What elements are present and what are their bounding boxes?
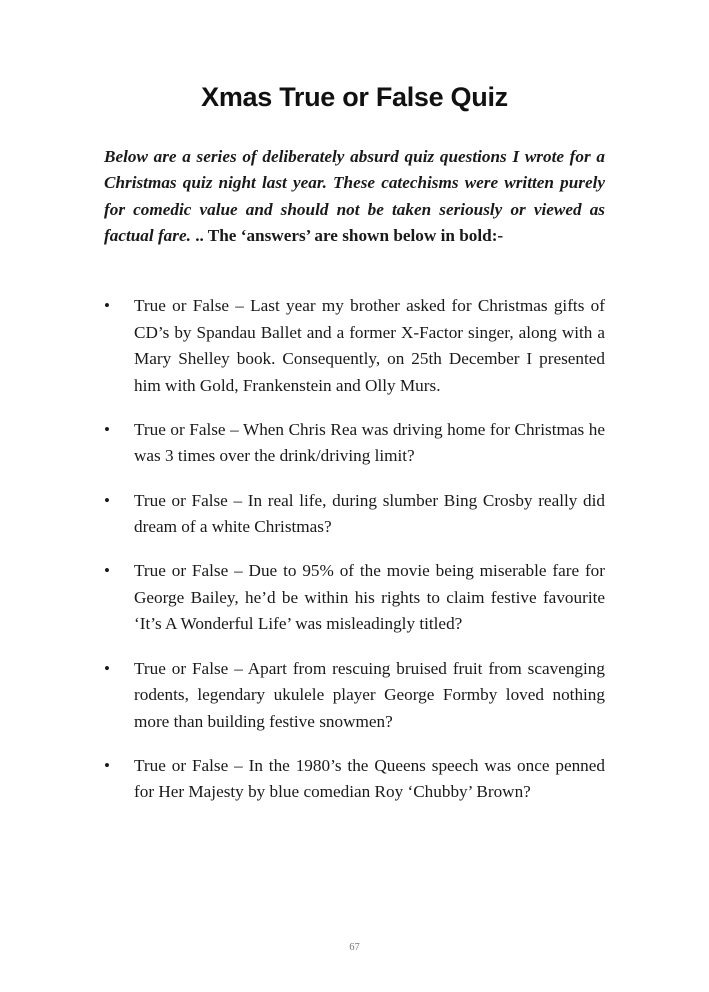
- bullet-icon: •: [104, 296, 110, 315]
- bullet-icon: •: [104, 419, 110, 439]
- intro-italic-text: Below are a series of deliberately absurd quiz questions I wrote for a Christmas quiz night last year. These catechisms were written purely for comedic value and should not be taken seriously or viewed as factual fare.: [104, 147, 605, 245]
- question-text: True or False – When Chris Rea was driving home for Christmas he was 3 times over the drink/driving limit?: [134, 419, 605, 466]
- page-title: Xmas True or False Quiz: [201, 82, 508, 112]
- question-list: [104, 293, 605, 824]
- question-text: True or False – In real life, during slumber Bing Crosby really did dream of a white Christmas?: [134, 490, 605, 537]
- page-number: 67: [349, 942, 360, 953]
- question-item: [104, 417, 605, 470]
- question-item: [104, 753, 605, 806]
- intro-paragraph: [104, 144, 605, 249]
- intro-plain-text: .. The ‘answers’ are shown below in bold:-: [190, 225, 504, 245]
- question-text: True or False – Last year my brother asked for Christmas gifts of CD’s by Spandau Ballet and a former X-Factor singer, along with a Mary Shelley book. Consequently, on 25th December I presented him with Gold, Frankenstein and Olly Murs.: [134, 296, 605, 395]
- question-item: [104, 656, 605, 736]
- bullet-icon: •: [104, 561, 110, 581]
- question-item: [104, 558, 605, 638]
- question-item: [104, 293, 605, 399]
- bullet-icon: •: [104, 658, 110, 678]
- bullet-icon: •: [104, 490, 110, 510]
- question-text: True or False – In the 1980’s the Queens speech was once penned for Her Majesty by blue comedian Roy ‘Chubby’ Brown?: [134, 755, 605, 802]
- bullet-icon: •: [104, 755, 110, 775]
- question-item: [104, 488, 605, 541]
- question-text: True or False – Apart from rescuing bruised fruit from scavenging rodents, legendary ukulele player George Formby loved nothing more than building festive snowmen?: [134, 658, 605, 731]
- question-text: True or False – Due to 95% of the movie being miserable fare for George Bailey, he’d be within his rights to claim festive favourite ‘It’s A Wonderful Life’ was misleadingly titled?: [134, 561, 605, 634]
